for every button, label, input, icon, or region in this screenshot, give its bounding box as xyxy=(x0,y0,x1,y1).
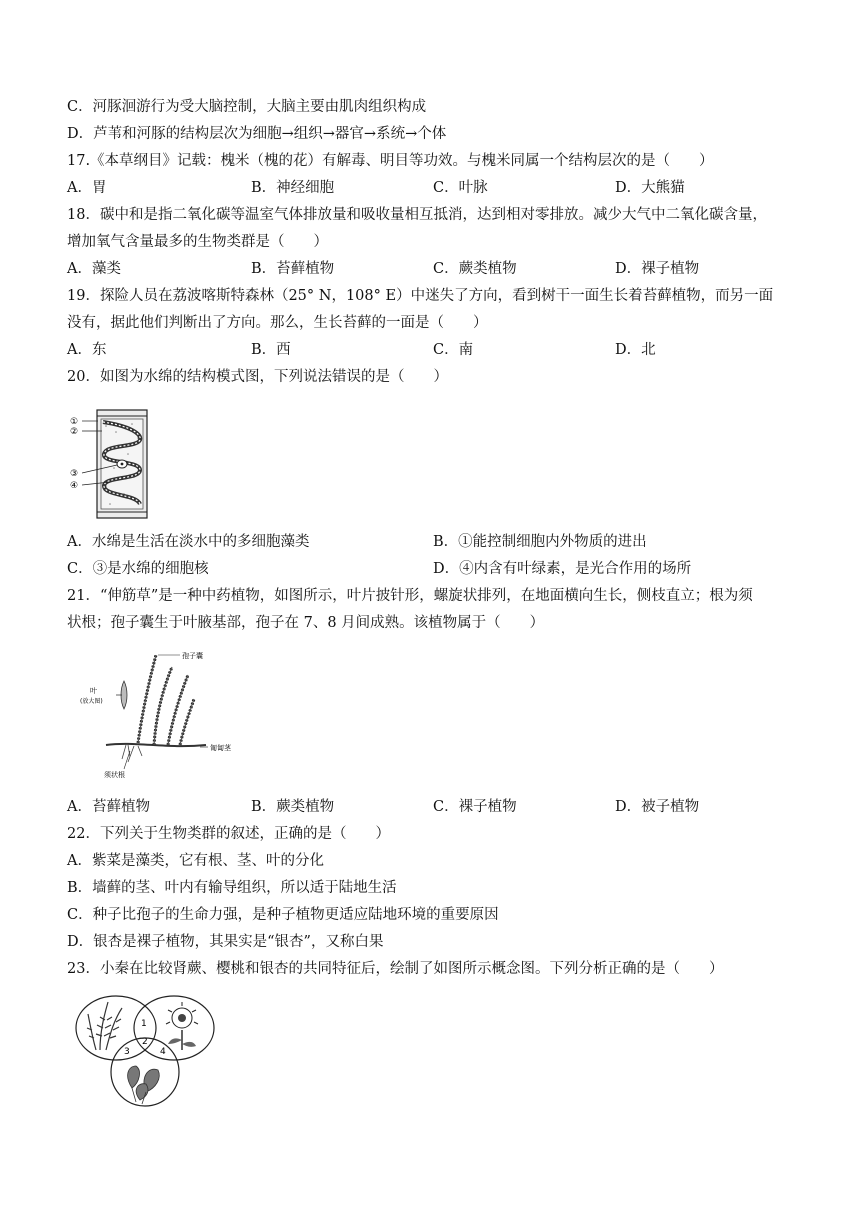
label-root: 须状根 xyxy=(104,771,125,779)
q18-option-d: D．裸子植物 xyxy=(615,261,700,277)
q16-option-d: D．芦苇和河豚的结构层次为细胞→组织→器官→系统→个体 xyxy=(67,126,447,142)
flower-image xyxy=(166,1002,198,1050)
q18-option-c: C．蕨类植物 xyxy=(433,261,517,277)
q20-option-b: B．①能控制细胞内外物质的进出 xyxy=(433,534,647,550)
label-sporangium: 孢子囊 xyxy=(182,652,203,660)
q21-option-d: D．被子植物 xyxy=(615,799,700,815)
label-1: ① xyxy=(70,417,79,427)
q18-option-b: B．苔藓植物 xyxy=(251,261,335,277)
q22-stem: 22．下列关于生物类群的叙述，正确的是（ ） xyxy=(67,826,390,842)
q18-option-a: A．藻类 xyxy=(67,261,121,277)
q20-option-c: C．③是水绵的细胞核 xyxy=(67,561,209,577)
fern-image xyxy=(87,1002,122,1050)
q17-option-c: C．叶脉 xyxy=(433,180,488,196)
q21-option-b: B．蕨类植物 xyxy=(251,799,335,815)
q18-stem-line1: 18．碳中和是指二氧化碳等温室气体排放量和吸收量相互抵消，达到相对零排放。减少大气中二氧化碳含量， xyxy=(67,207,767,223)
q19-stem-line1: 19．探险人员在荔波喀斯特森林（25° N，108° E）中迷失了方向，看到树干一面生长着苔藓植物，而另一面 xyxy=(67,288,774,304)
label-leaf-note: (放大图) xyxy=(80,698,103,705)
q18-stem-line2: 增加氧气含量最多的生物类群是（ ） xyxy=(67,234,328,250)
label-creeping-stem: 匍匐茎 xyxy=(210,744,231,752)
q19-option-b: B．西 xyxy=(251,342,291,358)
q19-option-d: D．北 xyxy=(615,342,656,358)
q21-stem-line1: 21．“伸筋草”是一种中药植物，如图所示，叶片披针形，螺旋状排列，在地面横向生长，侧枝直立；根为须 xyxy=(67,588,753,604)
creeping-stem xyxy=(106,744,206,746)
label-3: ③ xyxy=(70,469,79,479)
q20-option-d: D．④内含有叶绿素，是光合作用的场所 xyxy=(433,561,692,577)
q22-option-b: B．墙藓的茎、叶内有输导组织，所以适于陆地生活 xyxy=(67,880,397,896)
q23-stem: 23．小秦在比较肾蕨、樱桃和银杏的共同特征后，绘制了如图所示概念图。下列分析正确的是（ ） xyxy=(67,961,724,977)
q16-option-c: C．河豚洄游行为受大脑控制，大脑主要由肌肉组织构成 xyxy=(67,99,427,115)
q22-option-a: A．紫菜是藻类，它有根、茎、叶的分化 xyxy=(67,853,324,869)
venn-label-4: 4 xyxy=(160,1047,166,1057)
q22-option-d: D．银杏是裸子植物，其果实是“银杏”，又称白果 xyxy=(67,934,384,950)
q17-stem: 17.《本草纲目》记载：槐米（槐的花）有解毒、明目等功效。与槐米同属一个结构层次的是（ ） xyxy=(67,153,714,169)
q19-option-a: A．东 xyxy=(67,342,107,358)
label-leaf: 叶 xyxy=(90,687,97,695)
q22-option-c: C．种子比孢子的生命力强，是种子植物更适应陆地环境的重要原因 xyxy=(67,907,499,923)
q20-option-a: A．水绵是生活在淡水中的多细胞藻类 xyxy=(67,534,310,550)
venn-label-3: 3 xyxy=(124,1047,130,1057)
venn-label-2: 2 xyxy=(142,1037,148,1047)
q20-stem: 20．如图为水绵的结构模式图，下列说法错误的是（ ） xyxy=(67,369,448,385)
q19-stem-line2: 没有，据此他们判断出了方向。那么，生长苔藓的一面是（ ） xyxy=(67,315,488,331)
roots xyxy=(122,745,142,762)
venn-diagram xyxy=(70,992,220,1112)
spirogyra-figure xyxy=(70,408,160,520)
q19-option-c: C．南 xyxy=(433,342,474,358)
label-4: ④ xyxy=(70,481,79,491)
q21-option-c: C．裸子植物 xyxy=(433,799,517,815)
label-2: ② xyxy=(70,427,79,437)
q17-option-b: B．神经细胞 xyxy=(251,180,335,196)
venn-label-1: 1 xyxy=(141,1019,147,1029)
q17-option-a: A．胃 xyxy=(67,180,107,196)
ginkgo-image xyxy=(128,1066,160,1104)
q21-option-a: A．苔藓植物 xyxy=(67,799,150,815)
lycopodium-figure xyxy=(76,645,246,785)
q17-option-d: D．大熊猫 xyxy=(615,180,685,196)
q21-stem-line2: 状根；孢子囊生于叶腋基部，孢子在 7、8 月间成熟。该植物属于（ ） xyxy=(67,615,545,631)
